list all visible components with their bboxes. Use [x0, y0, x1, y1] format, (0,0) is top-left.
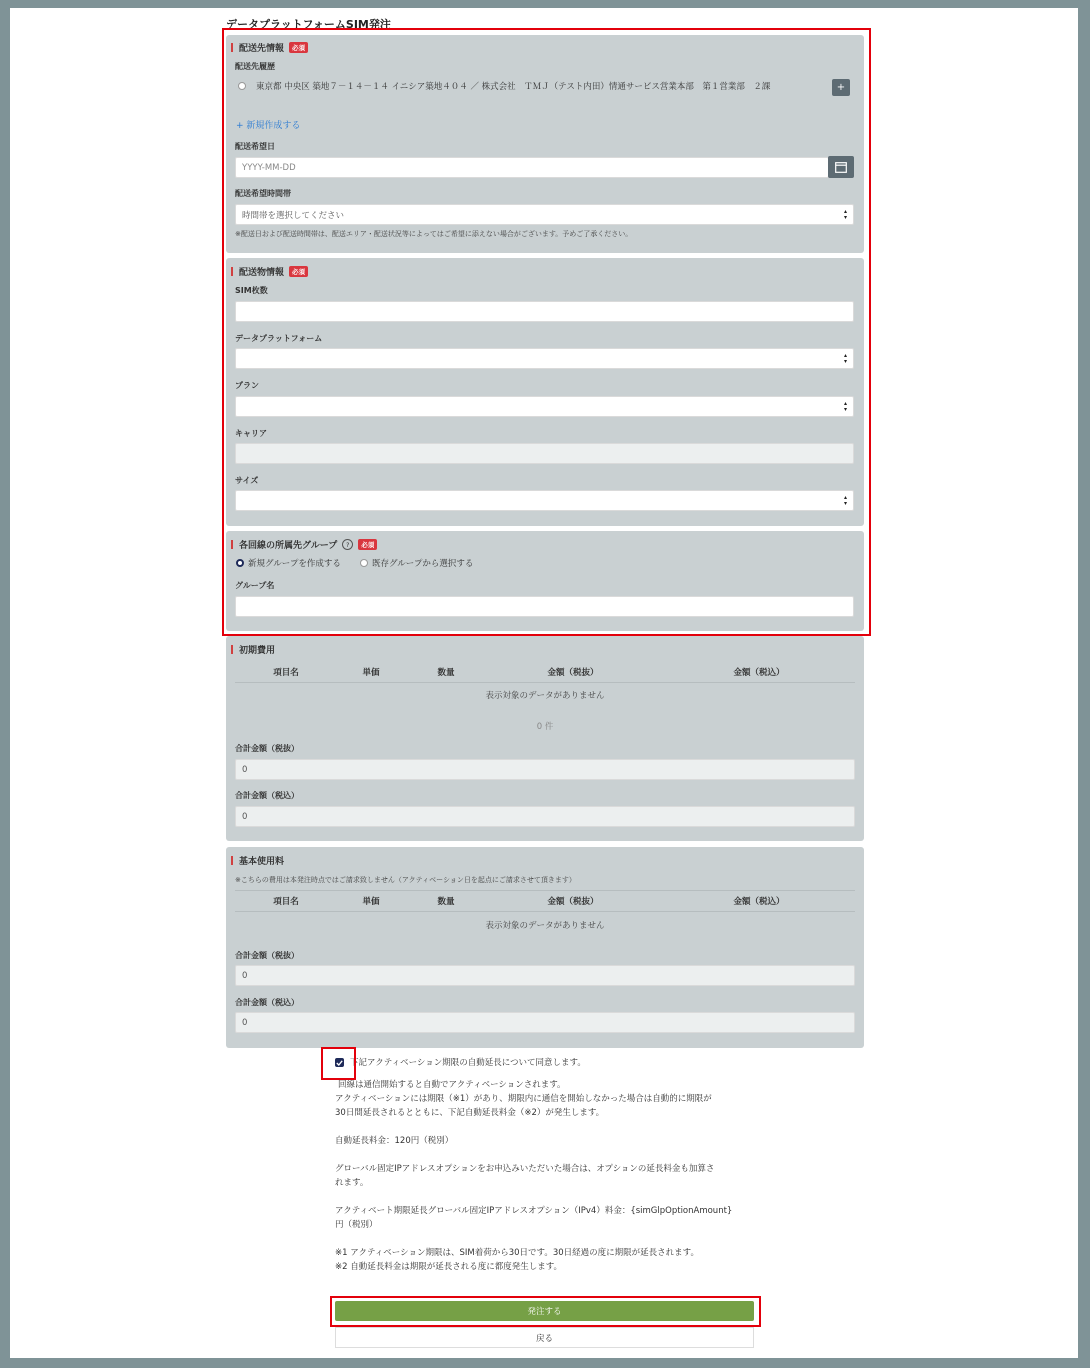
plan-label: プラン — [235, 381, 259, 390]
size-label: サイズ — [235, 476, 259, 485]
carrier-label: キャリア — [235, 429, 267, 438]
initial-total-ex-label: 合計金額（税抜） — [235, 744, 299, 753]
basic-total-in-field: 0 — [235, 1012, 855, 1033]
agreement-line: 回線は通信開始すると自動でアクティベーションされます。 — [338, 1080, 566, 1090]
record-count: 0 件 — [536, 722, 554, 732]
initial-total-ex-field: 0 — [235, 759, 855, 780]
table-header-divider — [235, 911, 855, 912]
agreement-line: グローバル固定IPアドレスオプションをお申込みいただいた場合は、オプションの延長料金も加算さ — [335, 1164, 715, 1174]
required-badge: 必須 — [289, 42, 308, 53]
col-amount-ex-tax: 金額（税抜） — [547, 897, 599, 907]
page — [10, 8, 1078, 1358]
help-icon[interactable]: ? — [342, 539, 353, 550]
select-arrows-icon: ▴ ▾ — [843, 493, 847, 507]
basic-total-ex-label: 合計金額（税抜） — [235, 951, 299, 960]
basic-fee-note: ※こちらの費用は本発注時点ではご請求致しません（アクティベーション日を起点にご請求させて頂きます） — [235, 876, 576, 884]
agreement-text — [335, 1078, 755, 1274]
delivery-info-heading: 配送先情報 必須 — [231, 41, 308, 54]
col-quantity: 数量 — [437, 897, 455, 907]
required-badge: 必須 — [289, 266, 308, 277]
agreement-line: れます。 — [335, 1178, 369, 1188]
col-amount-ex-tax: 金額（税抜） — [547, 668, 599, 678]
section-marker — [231, 856, 233, 865]
submit-order-button[interactable]: 発注する — [335, 1301, 754, 1321]
section-marker — [231, 645, 233, 654]
initial-total-in-label: 合計金額（税込） — [235, 791, 299, 800]
new-address-link[interactable]: + 新規作成する — [236, 121, 301, 131]
select-arrows-icon: ▴ ▾ — [843, 351, 847, 365]
col-unit-price: 単価 — [362, 668, 380, 678]
col-unit-price: 単価 — [362, 897, 380, 907]
delivery-date-input[interactable]: YYYY-MM-DD — [235, 157, 829, 178]
empty-table-message: 表示対象のデータがありません — [485, 691, 605, 701]
agreement-line: 円（税別） — [335, 1220, 378, 1230]
delivery-date-label: 配送希望日 — [235, 142, 275, 151]
group-name-label: グループ名 — [235, 581, 275, 590]
sim-count-label: SIM枚数 — [235, 286, 268, 295]
table-top-divider — [235, 890, 855, 891]
back-button[interactable]: 戻る — [335, 1327, 754, 1348]
select-arrows-icon: ▴ ▾ — [843, 399, 847, 413]
col-amount-in-tax: 金額（税込） — [733, 668, 785, 678]
delivery-time-label: 配送希望時間帯 — [235, 189, 291, 198]
table-header-divider — [235, 682, 855, 683]
col-quantity: 数量 — [437, 668, 455, 678]
col-item-name: 項目名 — [273, 897, 299, 907]
col-amount-in-tax: 金額（税込） — [733, 897, 785, 907]
delivery-history-label: 配送先履歴 — [235, 62, 275, 71]
highlight-submit-button — [330, 1296, 761, 1327]
basic-fee-heading: 基本使用料 — [231, 854, 284, 867]
highlight-agree-checkbox — [321, 1047, 356, 1080]
delivery-time-select[interactable]: 時間帯を選択してください ▴ ▾ — [235, 204, 854, 225]
page-title: データプラットフォームSIM発注 — [226, 18, 391, 31]
agreement-line: アクティベーションには期限（※1）があり、期限内に通信を開始しなかった場合は自動的に期限が — [335, 1094, 712, 1104]
col-item-name: 項目名 — [273, 668, 299, 678]
delivery-history-address[interactable]: 東京都 中央区 築地７－１４－１４ イニシア築地４０４ ／ 株式会社 ＴＭＪ（テスト内田）情通サービス営業本部 第１営業部 ２課 — [256, 82, 771, 92]
basic-total-ex-field: 0 — [235, 965, 855, 986]
add-address-button[interactable]: + — [832, 79, 850, 96]
agreement-note: ※1 アクティベーション期限は、SIM着荷から30日です。30日経過の度に期限が延長されます。 — [335, 1248, 699, 1258]
group-heading: 各回線の所属先グループ ? 必須 — [231, 538, 377, 551]
initial-cost-heading: 初期費用 — [231, 643, 275, 656]
group-existing-label[interactable]: 既存グループから選択する — [372, 559, 474, 569]
agreement-line: アクティベート期限延長グローバル固定IPアドレスオプション（IPv4）料金：{simGlpOptionAmount} — [335, 1206, 733, 1216]
required-badge: 必須 — [358, 539, 377, 550]
agreement-note: ※2 自動延長料金は期限が延長される度に都度発生します。 — [335, 1262, 563, 1272]
select-arrows-icon: ▴ ▾ — [843, 207, 847, 221]
shipment-info-heading: 配送物情報 必須 — [231, 265, 308, 278]
agreement-line: 30日間延長されるとともに、下記自動延長料金（※2）が発生します。 — [335, 1108, 605, 1118]
highlight-form-sections — [222, 28, 871, 636]
empty-table-message: 表示対象のデータがありません — [485, 921, 605, 931]
group-new-label[interactable]: 新規グループを作成する — [248, 559, 341, 569]
agreement-fee: 自動延長料金：120円（税別） — [335, 1136, 454, 1146]
delivery-note: ※配送日および配送時間帯は、配送エリア・配送状況等によってはご希望に添えない場合がございます。予めご了承ください。 — [235, 230, 633, 238]
platform-label: データプラットフォーム — [235, 334, 323, 343]
agree-label[interactable]: 下記アクティベーション期限の自動延長について同意します。 — [350, 1058, 586, 1068]
initial-total-in-field: 0 — [235, 806, 855, 827]
basic-total-in-label: 合計金額（税込） — [235, 998, 299, 1007]
